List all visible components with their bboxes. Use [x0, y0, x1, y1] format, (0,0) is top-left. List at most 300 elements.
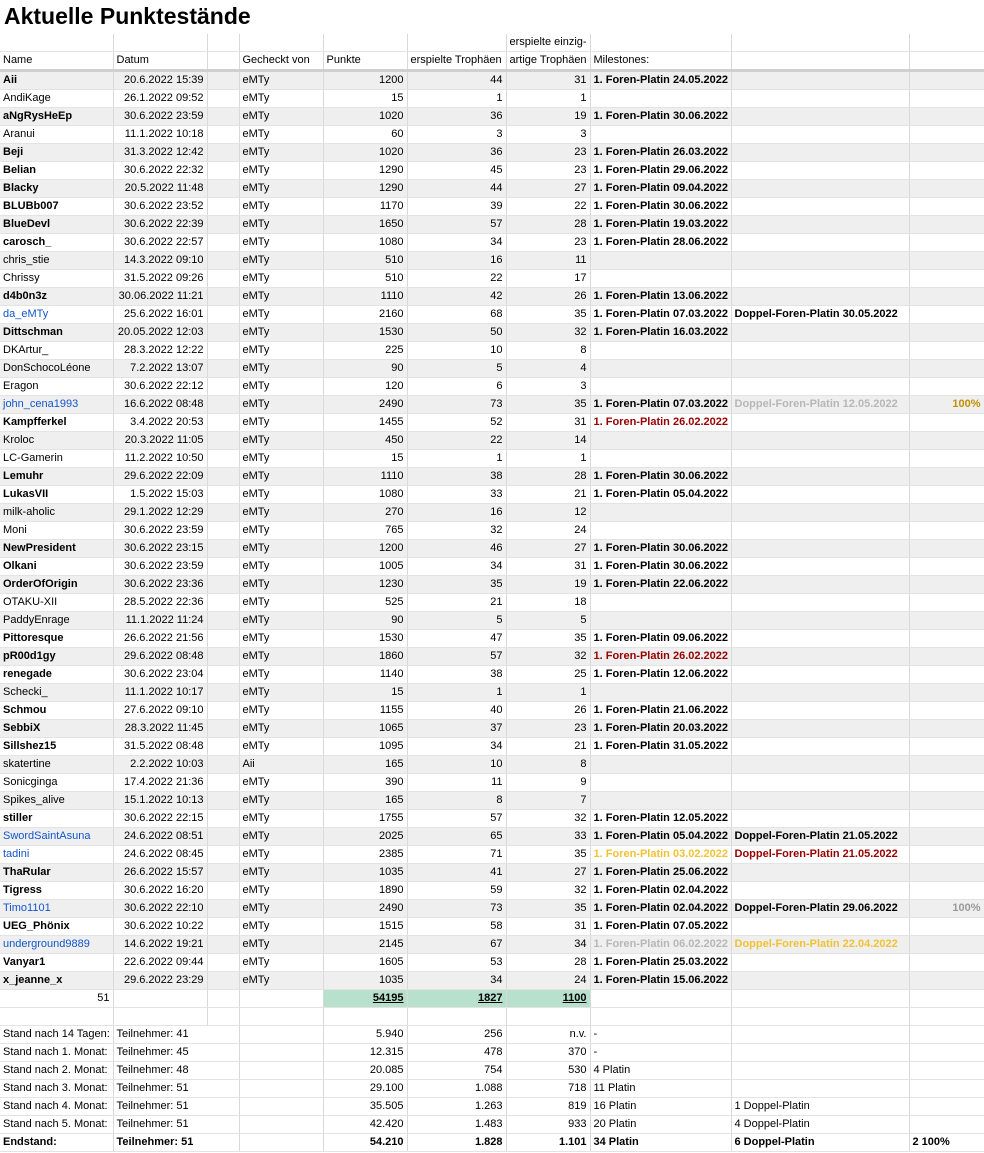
points-cell[interactable]: 510 [323, 252, 407, 270]
unique-trophies-cell[interactable]: 8 [506, 756, 590, 774]
points-cell[interactable]: 1020 [323, 108, 407, 126]
stat-unique[interactable]: 370 [506, 1044, 590, 1062]
player-name[interactable]: Sillshez15 [0, 738, 113, 756]
unique-trophies-cell[interactable]: 23 [506, 720, 590, 738]
date-cell[interactable]: 30.6.2022 23:52 [113, 198, 207, 216]
unique-trophies-cell[interactable]: 32 [506, 810, 590, 828]
player-name[interactable]: Vanyar1 [0, 954, 113, 972]
stat-points[interactable]: 5.940 [323, 1026, 407, 1044]
player-name[interactable]: ThaRular [0, 864, 113, 882]
trophies-cell[interactable]: 6 [407, 378, 506, 396]
points-cell[interactable]: 1890 [323, 882, 407, 900]
milestone-1-cell[interactable]: 1. Foren-Platin 03.02.2022 [590, 846, 731, 864]
unique-trophies-cell[interactable]: 11 [506, 252, 590, 270]
percent-cell[interactable] [909, 108, 984, 126]
trophies-cell[interactable]: 73 [407, 396, 506, 414]
unique-trophies-cell[interactable]: 28 [506, 216, 590, 234]
stat-doppel-platin[interactable] [731, 1044, 909, 1062]
percent-cell[interactable] [909, 828, 984, 846]
player-name[interactable]: SebbiX [0, 720, 113, 738]
points-cell[interactable]: 1140 [323, 666, 407, 684]
stat-trophies[interactable]: 1.483 [407, 1116, 506, 1134]
cell[interactable] [407, 1008, 506, 1026]
points-cell[interactable]: 2490 [323, 396, 407, 414]
milestone-2-cell[interactable] [731, 666, 909, 684]
milestone-2-cell[interactable] [731, 324, 909, 342]
percent-cell[interactable] [909, 540, 984, 558]
date-cell[interactable]: 25.6.2022 16:01 [113, 306, 207, 324]
percent-cell[interactable]: 100% [909, 396, 984, 414]
player-name[interactable]: Moni [0, 522, 113, 540]
date-cell[interactable]: 15.1.2022 10:13 [113, 792, 207, 810]
milestone-2-cell[interactable]: Doppel-Foren-Platin 21.05.2022 [731, 828, 909, 846]
points-cell[interactable]: 90 [323, 360, 407, 378]
player-name[interactable]: Kroloc [0, 432, 113, 450]
stat-points[interactable]: 29.100 [323, 1080, 407, 1098]
checked-by-cell[interactable]: Aii [239, 756, 323, 774]
unique-trophies-cell[interactable]: 35 [506, 630, 590, 648]
player-name[interactable]: pR00d1gy [0, 648, 113, 666]
sum-trophies[interactable]: 1827 [407, 990, 506, 1008]
checked-by-cell[interactable]: eMTy [239, 900, 323, 918]
trophies-cell[interactable]: 16 [407, 504, 506, 522]
trophies-cell[interactable]: 34 [407, 558, 506, 576]
milestone-2-cell[interactable] [731, 756, 909, 774]
checked-by-cell[interactable]: eMTy [239, 270, 323, 288]
stat-platin[interactable]: 34 Platin [590, 1134, 731, 1152]
percent-cell[interactable] [909, 72, 984, 90]
stat-platin[interactable]: 4 Platin [590, 1062, 731, 1080]
checked-by-cell[interactable]: eMTy [239, 234, 323, 252]
cell[interactable] [207, 52, 239, 71]
cell[interactable] [207, 936, 239, 954]
date-cell[interactable]: 28.3.2022 11:45 [113, 720, 207, 738]
points-cell[interactable]: 90 [323, 612, 407, 630]
unique-trophies-cell[interactable]: 24 [506, 522, 590, 540]
milestone-2-cell[interactable] [731, 414, 909, 432]
player-name[interactable]: milk-aholic [0, 504, 113, 522]
stat-doppel-platin[interactable] [731, 1026, 909, 1044]
unique-trophies-cell[interactable]: 1 [506, 684, 590, 702]
percent-cell[interactable] [909, 288, 984, 306]
unique-trophies-cell[interactable]: 27 [506, 540, 590, 558]
checked-by-cell[interactable]: eMTy [239, 792, 323, 810]
date-cell[interactable]: 20.5.2022 11:48 [113, 180, 207, 198]
cell[interactable] [239, 1080, 323, 1098]
cell[interactable] [506, 1008, 590, 1026]
unique-trophies-cell[interactable]: 31 [506, 414, 590, 432]
player-name[interactable]: UEG_Phönix [0, 918, 113, 936]
stat-participants[interactable]: Teilnehmer: 51 [113, 1116, 239, 1134]
percent-cell[interactable] [909, 378, 984, 396]
cell[interactable] [239, 1098, 323, 1116]
points-cell[interactable]: 1530 [323, 324, 407, 342]
percent-cell[interactable] [909, 180, 984, 198]
milestone-1-cell[interactable] [590, 792, 731, 810]
cell[interactable] [207, 126, 239, 144]
cell[interactable] [207, 864, 239, 882]
unique-trophies-cell[interactable]: 27 [506, 864, 590, 882]
cell[interactable] [207, 810, 239, 828]
milestone-2-cell[interactable] [731, 774, 909, 792]
milestone-1-cell[interactable]: 1. Foren-Platin 31.05.2022 [590, 738, 731, 756]
milestone-1-cell[interactable] [590, 126, 731, 144]
cell[interactable] [207, 612, 239, 630]
unique-trophies-cell[interactable]: 7 [506, 792, 590, 810]
trophies-cell[interactable]: 44 [407, 72, 506, 90]
percent-cell[interactable] [909, 144, 984, 162]
checked-by-cell[interactable]: eMTy [239, 288, 323, 306]
player-name[interactable]: BLUBb007 [0, 198, 113, 216]
cell[interactable] [207, 756, 239, 774]
unique-trophies-cell[interactable]: 35 [506, 396, 590, 414]
stat-participants[interactable]: Teilnehmer: 45 [113, 1044, 239, 1062]
player-name[interactable]: Chrissy [0, 270, 113, 288]
stat-label[interactable]: Endstand: [0, 1134, 113, 1152]
cell[interactable] [239, 1116, 323, 1134]
milestone-2-cell[interactable]: Doppel-Foren-Platin 29.06.2022 [731, 900, 909, 918]
percent-cell[interactable] [909, 558, 984, 576]
cell[interactable] [731, 52, 909, 71]
player-name[interactable]: aNgRysHeEp [0, 108, 113, 126]
cell[interactable] [207, 180, 239, 198]
milestone-1-cell[interactable]: 1. Foren-Platin 15.06.2022 [590, 972, 731, 990]
milestone-1-cell[interactable] [590, 594, 731, 612]
stat-doppel-platin[interactable]: 6 Doppel-Platin [731, 1134, 909, 1152]
unique-trophies-cell[interactable]: 25 [506, 666, 590, 684]
percent-cell[interactable] [909, 324, 984, 342]
trophies-cell[interactable]: 44 [407, 180, 506, 198]
points-cell[interactable]: 270 [323, 504, 407, 522]
date-cell[interactable]: 26.1.2022 09:52 [113, 90, 207, 108]
unique-trophies-cell[interactable]: 32 [506, 648, 590, 666]
milestone-2-cell[interactable] [731, 612, 909, 630]
date-cell[interactable]: 30.6.2022 22:57 [113, 234, 207, 252]
cell[interactable] [207, 504, 239, 522]
player-name[interactable]: Blacky [0, 180, 113, 198]
points-cell[interactable]: 2160 [323, 306, 407, 324]
milestone-2-cell[interactable] [731, 288, 909, 306]
stat-unique[interactable]: n.v. [506, 1026, 590, 1044]
percent-cell[interactable] [909, 522, 984, 540]
player-name[interactable]: Sonicginga [0, 774, 113, 792]
percent-cell[interactable] [909, 936, 984, 954]
unique-trophies-cell[interactable]: 33 [506, 828, 590, 846]
player-name[interactable]: Pittoresque [0, 630, 113, 648]
checked-by-cell[interactable]: eMTy [239, 540, 323, 558]
player-name[interactable]: Aranui [0, 126, 113, 144]
checked-by-cell[interactable]: eMTy [239, 954, 323, 972]
stat-platin[interactable]: - [590, 1044, 731, 1062]
cell[interactable] [207, 90, 239, 108]
stat-label[interactable]: Stand nach 14 Tagen: [0, 1026, 113, 1044]
checked-by-cell[interactable]: eMTy [239, 828, 323, 846]
cell[interactable] [323, 1008, 407, 1026]
cell[interactable] [207, 162, 239, 180]
milestone-1-cell[interactable]: 1. Foren-Platin 26.02.2022 [590, 414, 731, 432]
date-cell[interactable]: 29.6.2022 08:48 [113, 648, 207, 666]
trophies-cell[interactable]: 1 [407, 90, 506, 108]
percent-cell[interactable] [909, 720, 984, 738]
percent-cell[interactable] [909, 360, 984, 378]
player-name[interactable]: SwordSaintAsuna [0, 828, 113, 846]
stat-trophies[interactable]: 1.088 [407, 1080, 506, 1098]
milestone-2-cell[interactable]: Doppel-Foren-Platin 30.05.2022 [731, 306, 909, 324]
points-cell[interactable]: 450 [323, 432, 407, 450]
trophies-cell[interactable]: 11 [407, 774, 506, 792]
percent-cell[interactable] [909, 252, 984, 270]
date-cell[interactable]: 11.1.2022 10:17 [113, 684, 207, 702]
stat-participants[interactable]: Teilnehmer: 51 [113, 1080, 239, 1098]
milestone-2-cell[interactable] [731, 450, 909, 468]
cell[interactable] [207, 630, 239, 648]
player-name[interactable]: Aii [0, 72, 113, 90]
milestone-2-cell[interactable] [731, 882, 909, 900]
points-cell[interactable]: 60 [323, 126, 407, 144]
cell[interactable] [207, 666, 239, 684]
stat-label[interactable]: Stand nach 3. Monat: [0, 1080, 113, 1098]
checked-by-cell[interactable]: eMTy [239, 108, 323, 126]
date-cell[interactable]: 28.3.2022 12:22 [113, 342, 207, 360]
stat-platin[interactable]: 20 Platin [590, 1116, 731, 1134]
percent-cell[interactable] [909, 630, 984, 648]
cell[interactable] [207, 702, 239, 720]
checked-by-cell[interactable]: eMTy [239, 720, 323, 738]
date-cell[interactable]: 26.6.2022 21:56 [113, 630, 207, 648]
sum-unique[interactable]: 1100 [506, 990, 590, 1008]
cell[interactable] [207, 774, 239, 792]
milestone-2-cell[interactable] [731, 234, 909, 252]
milestone-1-cell[interactable]: 1. Foren-Platin 25.03.2022 [590, 954, 731, 972]
checked-by-cell[interactable]: eMTy [239, 468, 323, 486]
points-cell[interactable]: 2385 [323, 846, 407, 864]
cell[interactable] [207, 360, 239, 378]
points-cell[interactable]: 165 [323, 792, 407, 810]
milestone-2-cell[interactable] [731, 270, 909, 288]
cell[interactable] [207, 234, 239, 252]
cell[interactable] [407, 34, 506, 52]
trophies-cell[interactable]: 5 [407, 360, 506, 378]
cell[interactable] [239, 990, 323, 1008]
cell[interactable] [207, 486, 239, 504]
checked-by-cell[interactable]: eMTy [239, 576, 323, 594]
checked-by-cell[interactable]: eMTy [239, 432, 323, 450]
cell[interactable] [207, 252, 239, 270]
milestone-1-cell[interactable] [590, 774, 731, 792]
trophies-cell[interactable]: 57 [407, 216, 506, 234]
milestone-1-cell[interactable]: 1. Foren-Platin 07.03.2022 [590, 396, 731, 414]
player-name[interactable]: OrderOfOrigin [0, 576, 113, 594]
stat-doppel-platin[interactable]: 4 Doppel-Platin [731, 1116, 909, 1134]
cell[interactable] [239, 1008, 323, 1026]
date-cell[interactable]: 30.6.2022 23:04 [113, 666, 207, 684]
unique-trophies-cell[interactable]: 19 [506, 576, 590, 594]
percent-cell[interactable] [909, 882, 984, 900]
points-cell[interactable]: 15 [323, 90, 407, 108]
cell[interactable] [207, 342, 239, 360]
milestone-1-cell[interactable] [590, 432, 731, 450]
trophies-cell[interactable]: 41 [407, 864, 506, 882]
date-cell[interactable]: 30.6.2022 23:59 [113, 522, 207, 540]
milestone-2-cell[interactable] [731, 684, 909, 702]
player-name[interactable]: NewPresident [0, 540, 113, 558]
milestone-2-cell[interactable] [731, 954, 909, 972]
milestone-2-cell[interactable] [731, 648, 909, 666]
milestone-1-cell[interactable]: 1. Foren-Platin 09.06.2022 [590, 630, 731, 648]
player-name[interactable]: Eragon [0, 378, 113, 396]
stat-points[interactable]: 54.210 [323, 1134, 407, 1152]
player-name[interactable]: da_eMTy [0, 306, 113, 324]
unique-trophies-cell[interactable]: 14 [506, 432, 590, 450]
points-cell[interactable]: 2145 [323, 936, 407, 954]
player-name[interactable]: AndiKage [0, 90, 113, 108]
date-cell[interactable]: 30.6.2022 22:15 [113, 810, 207, 828]
cell[interactable] [207, 918, 239, 936]
unique-trophies-cell[interactable]: 27 [506, 180, 590, 198]
milestone-1-cell[interactable] [590, 270, 731, 288]
trophies-cell[interactable]: 34 [407, 738, 506, 756]
points-cell[interactable]: 1155 [323, 702, 407, 720]
milestone-2-cell[interactable] [731, 90, 909, 108]
date-cell[interactable]: 1.5.2022 15:03 [113, 486, 207, 504]
percent-cell[interactable] [909, 90, 984, 108]
trophies-cell[interactable]: 57 [407, 648, 506, 666]
trophies-cell[interactable]: 45 [407, 162, 506, 180]
cell[interactable] [207, 1008, 239, 1026]
unique-trophies-cell[interactable]: 3 [506, 378, 590, 396]
checked-by-cell[interactable]: eMTy [239, 198, 323, 216]
trophies-cell[interactable]: 8 [407, 792, 506, 810]
trophies-cell[interactable]: 39 [407, 198, 506, 216]
unique-trophies-cell[interactable]: 5 [506, 612, 590, 630]
player-name[interactable]: john_cena1993 [0, 396, 113, 414]
milestone-2-cell[interactable] [731, 540, 909, 558]
points-cell[interactable]: 1530 [323, 630, 407, 648]
points-cell[interactable]: 1515 [323, 918, 407, 936]
percent-cell[interactable] [909, 972, 984, 990]
milestone-1-cell[interactable]: 1. Foren-Platin 16.03.2022 [590, 324, 731, 342]
unique-trophies-cell[interactable]: 24 [506, 972, 590, 990]
stat-100[interactable] [909, 1062, 984, 1080]
date-cell[interactable]: 11.1.2022 11:24 [113, 612, 207, 630]
milestone-2-cell[interactable] [731, 738, 909, 756]
percent-cell[interactable] [909, 198, 984, 216]
points-cell[interactable]: 1605 [323, 954, 407, 972]
points-cell[interactable]: 1860 [323, 648, 407, 666]
cell[interactable] [207, 378, 239, 396]
points-cell[interactable]: 2490 [323, 900, 407, 918]
percent-cell[interactable] [909, 864, 984, 882]
player-name[interactable]: LC-Gamerin [0, 450, 113, 468]
cell[interactable] [113, 34, 207, 52]
trophies-cell[interactable]: 10 [407, 756, 506, 774]
points-cell[interactable]: 1065 [323, 720, 407, 738]
stat-unique[interactable]: 933 [506, 1116, 590, 1134]
points-cell[interactable]: 1650 [323, 216, 407, 234]
milestone-2-cell[interactable] [731, 720, 909, 738]
checked-by-cell[interactable]: eMTy [239, 216, 323, 234]
date-cell[interactable]: 7.2.2022 13:07 [113, 360, 207, 378]
player-name[interactable]: Schmou [0, 702, 113, 720]
unique-trophies-cell[interactable]: 35 [506, 306, 590, 324]
checked-by-cell[interactable]: eMTy [239, 486, 323, 504]
header-gecheckt[interactable]: Gecheckt von [239, 52, 323, 71]
milestone-1-cell[interactable]: 1. Foren-Platin 30.06.2022 [590, 540, 731, 558]
cell[interactable] [590, 990, 731, 1008]
date-cell[interactable]: 24.6.2022 08:51 [113, 828, 207, 846]
unique-trophies-cell[interactable]: 21 [506, 738, 590, 756]
percent-cell[interactable] [909, 666, 984, 684]
unique-trophies-cell[interactable]: 1 [506, 90, 590, 108]
date-cell[interactable]: 29.6.2022 22:09 [113, 468, 207, 486]
milestone-2-cell[interactable] [731, 630, 909, 648]
milestone-2-cell[interactable] [731, 144, 909, 162]
milestone-1-cell[interactable]: 1. Foren-Platin 30.06.2022 [590, 198, 731, 216]
milestone-1-cell[interactable] [590, 450, 731, 468]
milestone-1-cell[interactable]: 1. Foren-Platin 20.03.2022 [590, 720, 731, 738]
points-cell[interactable]: 765 [323, 522, 407, 540]
trophies-cell[interactable]: 42 [407, 288, 506, 306]
cell[interactable] [909, 1008, 984, 1026]
date-cell[interactable]: 16.6.2022 08:48 [113, 396, 207, 414]
header-name[interactable]: Name [0, 52, 113, 71]
stat-participants[interactable]: Teilnehmer: 51 [113, 1134, 239, 1152]
points-cell[interactable]: 1110 [323, 468, 407, 486]
milestone-2-cell[interactable] [731, 486, 909, 504]
unique-trophies-cell[interactable]: 34 [506, 936, 590, 954]
milestone-2-cell[interactable] [731, 972, 909, 990]
unique-trophies-cell[interactable]: 31 [506, 72, 590, 90]
milestone-1-cell[interactable]: 1. Foren-Platin 28.06.2022 [590, 234, 731, 252]
cell[interactable] [207, 324, 239, 342]
checked-by-cell[interactable]: eMTy [239, 972, 323, 990]
cell[interactable] [207, 432, 239, 450]
unique-trophies-cell[interactable]: 18 [506, 594, 590, 612]
milestone-1-cell[interactable] [590, 342, 731, 360]
milestone-2-cell[interactable] [731, 198, 909, 216]
percent-cell[interactable] [909, 486, 984, 504]
cell[interactable] [323, 34, 407, 52]
cell[interactable] [909, 52, 984, 71]
milestone-1-cell[interactable]: 1. Foren-Platin 02.04.2022 [590, 900, 731, 918]
checked-by-cell[interactable]: eMTy [239, 810, 323, 828]
points-cell[interactable]: 1290 [323, 162, 407, 180]
percent-cell[interactable] [909, 684, 984, 702]
milestone-2-cell[interactable] [731, 558, 909, 576]
stat-label[interactable]: Stand nach 4. Monat: [0, 1098, 113, 1116]
unique-trophies-cell[interactable]: 19 [506, 108, 590, 126]
stat-100[interactable] [909, 1098, 984, 1116]
percent-cell[interactable] [909, 774, 984, 792]
player-name[interactable]: Olkani [0, 558, 113, 576]
percent-cell[interactable] [909, 306, 984, 324]
unique-trophies-cell[interactable]: 17 [506, 270, 590, 288]
trophies-cell[interactable]: 58 [407, 918, 506, 936]
checked-by-cell[interactable]: eMTy [239, 522, 323, 540]
milestone-2-cell[interactable] [731, 378, 909, 396]
sum-points[interactable]: 54195 [323, 990, 407, 1008]
unique-trophies-cell[interactable]: 4 [506, 360, 590, 378]
player-name[interactable]: Belian [0, 162, 113, 180]
cell[interactable] [239, 1026, 323, 1044]
milestone-2-cell[interactable] [731, 432, 909, 450]
percent-cell[interactable] [909, 432, 984, 450]
cell[interactable] [207, 396, 239, 414]
stat-trophies[interactable]: 256 [407, 1026, 506, 1044]
checked-by-cell[interactable]: eMTy [239, 630, 323, 648]
cell[interactable] [207, 108, 239, 126]
date-cell[interactable]: 14.3.2022 09:10 [113, 252, 207, 270]
